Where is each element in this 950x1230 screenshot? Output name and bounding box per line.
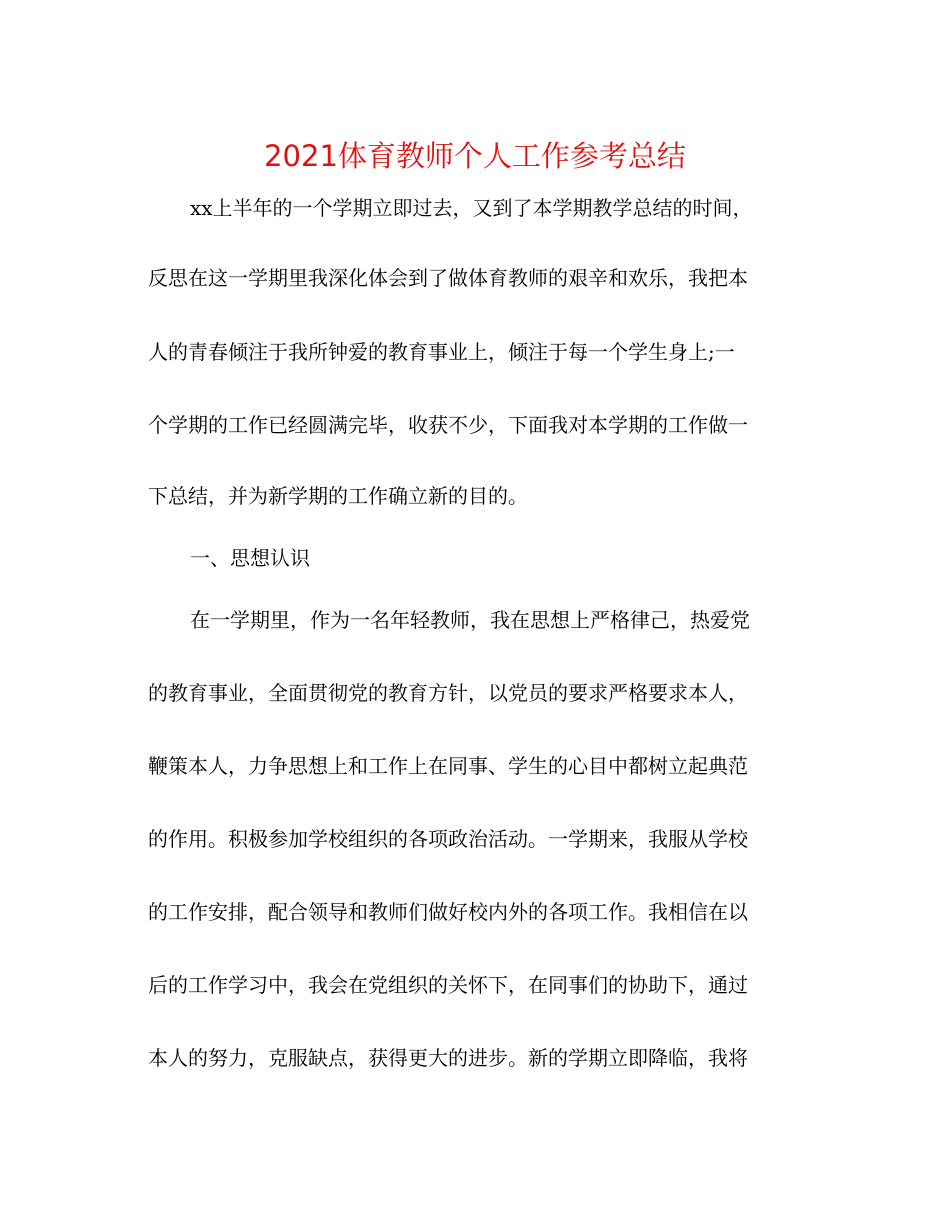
paragraph-line: 人的青春倾注于我所钟爱的教育事业上，倾注于每一个学生身上;一 — [148, 340, 735, 364]
paragraph-line: 本人的努力，克服缺点，获得更大的进步。新的学期立即降临，我将 — [148, 1046, 748, 1070]
paragraph-line: 下总结，并为新学期的工作确立新的目的。 — [148, 484, 528, 508]
document-title: 2021体育教师个人工作参考总结 — [264, 139, 686, 173]
section-heading: 一、思想认识 — [190, 546, 310, 570]
paragraph-line: 的教育事业，全面贯彻党的教育方针，以党员的要求严格要求本人， — [148, 681, 748, 705]
paragraph-line: 的作用。积极参加学校组织的各项政治活动。一学期来，我服从学校 — [148, 827, 748, 851]
paragraph-line: 在一学期里，作为一名年轻教师，我在思想上严格律己，热爱党 — [190, 608, 750, 632]
paragraph-line: xx上半年的一个学期立即过去，又到了本学期教学总结的时间， — [190, 196, 753, 220]
paragraph-line: 个学期的工作已经圆满完毕，收获不少，下面我对本学期的工作做一 — [148, 413, 748, 437]
paragraph-line: 的工作安排，配合领导和教师们做好校内外的各项工作。我相信在以 — [148, 900, 748, 924]
paragraph-line: 鞭策本人，力争思想上和工作上在同事、学生的心目中都树立起典范 — [148, 754, 748, 778]
paragraph-line: 反思在这一学期里我深化体会到了做体育教师的艰辛和欢乐，我把本 — [148, 266, 748, 290]
paragraph-line: 后的工作学习中，我会在党组织的关怀下，在同事们的协助下，通过 — [148, 973, 748, 997]
